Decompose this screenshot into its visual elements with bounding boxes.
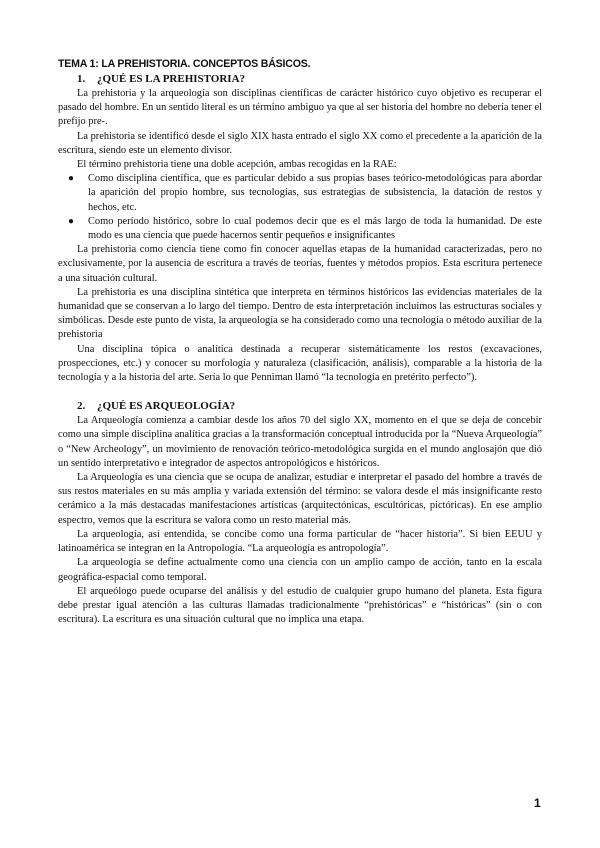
section-heading-arqueologia bbox=[77, 399, 542, 413]
section-title: ¿QUÉ ES LA PREHISTORIA? bbox=[97, 73, 246, 85]
section-number: 1. bbox=[77, 73, 86, 85]
list-item-text: Como período histórico, sobre lo cual podemos decir que es el más largo de toda la humanidad. De este modo es una ciencia que puede hacernos sentir pequeños e insignificantes bbox=[88, 215, 542, 242]
paragraph: La arqueología, así entendida, se concibe como una forma particular de “hacer historia”. Si bien EEUU y latinoamérica se integran en la Antropología. “La arqueología es antropología”. bbox=[58, 528, 542, 555]
section-number: 2. bbox=[77, 400, 86, 413]
paragraph: El arqueólogo puede ocuparse del análisis y del estudio de cualquier grupo humano del planeta. Esta figura debe prestar igual atención a las culturas llamadas tradicionalmente “prehistóricas” e “históricas” (sin o con escritura). La escritura es una situación cultural que no implica una etapa. bbox=[58, 585, 542, 626]
bullet-icon: ● bbox=[68, 215, 75, 227]
paragraph: Una disciplina tópica o analítica destinada a recuperar sistemáticamente los restos (excavaciones, prospecciones, etc.) y conocer su morfología y naturaleza (clasificación, análisis), comparable a la historia de la tecnología y a la historia del arte. Sería lo que Penniman llamó “la tecnología en pretérito perfecto”). bbox=[58, 343, 542, 384]
page-content bbox=[58, 58, 542, 627]
list-item bbox=[68, 172, 542, 215]
page-number: 1 bbox=[534, 796, 541, 810]
paragraph: La prehistoria es una disciplina sintética que interpreta en términos históricos las evidencias materiales de la humanidad que se conservan a lo largo del tiempo. Dentro de esta interpretación incluimos las estructuras sociales y simbólicas. Desde este punto de vista, la arqueología se ha considerado como una tecnología o método auxiliar de la prehistoria bbox=[58, 286, 542, 341]
list-item-text: Como disciplina científica, que es particular debido a sus propias bases teórico-metodológicas para abordar la aparición del propio hombre, sus tecnologías, sus estrategias de subsistencia, la datación de restos y hechos, etc. bbox=[88, 173, 542, 213]
section-heading-prehistoria bbox=[77, 72, 542, 86]
paragraph: La prehistoria como ciencia tiene como fin conocer aquellas etapas de la humanidad caracterizadas, pero no exclusivamente, por la ausencia de escritura a través de teorías, fuentes y métodos propios. Esta escritura pertenece a una situación cultural. bbox=[58, 244, 542, 284]
section-spacer bbox=[58, 385, 542, 399]
list-item bbox=[68, 215, 542, 243]
paragraph: La Arqueología es una ciencia que se ocupa de analizar, estudiar e interpretar el pasado del hombre a través de sus restos materiales en su más amplia y variada extensión del término: se valora desde el más insignificante resto cerámico a la más destacadas manifestaciones artísticas (arquitectónicas, escultóricas, pictóricas). En ese amplio espectro, vemos que la escritura se valora como un resto material más. bbox=[58, 472, 542, 526]
paragraph: La Arqueología comienza a cambiar desde los años 70 del siglo XX, momento en el que se deja de concebir como una simple disciplina analítica gracias a la transformación conceptual introducida por la “Nueva Arqueología” o “New Archeology”, un movimiento de renovación teórico-metodológica surgida en el mundo anglosajón que dió un sentido interpretativo e integrador de aspectos antropológicos e históricos. bbox=[58, 415, 542, 469]
bullet-list bbox=[58, 172, 542, 243]
document-title: TEMA 1: LA PREHISTORIA. CONCEPTOS BÁSICOS. bbox=[58, 58, 311, 70]
paragraph: La prehistoria se identificó desde el siglo XIX hasta entrado el siglo XX como el precedente a la aparición de la escritura, siendo este un elemento divisor. bbox=[58, 130, 542, 156]
paragraph: La arqueología se define actualmente como una ciencia con un amplio campo de acción, tanto en la escala geográfica-espacial como temporal. bbox=[58, 557, 542, 583]
bullet-icon: ● bbox=[68, 173, 75, 185]
section-title: ¿QUÉ ES ARQUEOLOGÍA? bbox=[97, 400, 236, 413]
paragraph: El término prehistoria tiene una doble acepción, ambas recogidas en la RAE: bbox=[77, 159, 397, 171]
paragraph: La prehistoria y la arqueología son disciplinas científicas de carácter histórico cuyo objetivo es recuperar el pasado del hombre. En un sentido literal es un término ambiguo ya que al ser historia del hombre no debería tener el prefijo pre-. bbox=[58, 88, 542, 128]
